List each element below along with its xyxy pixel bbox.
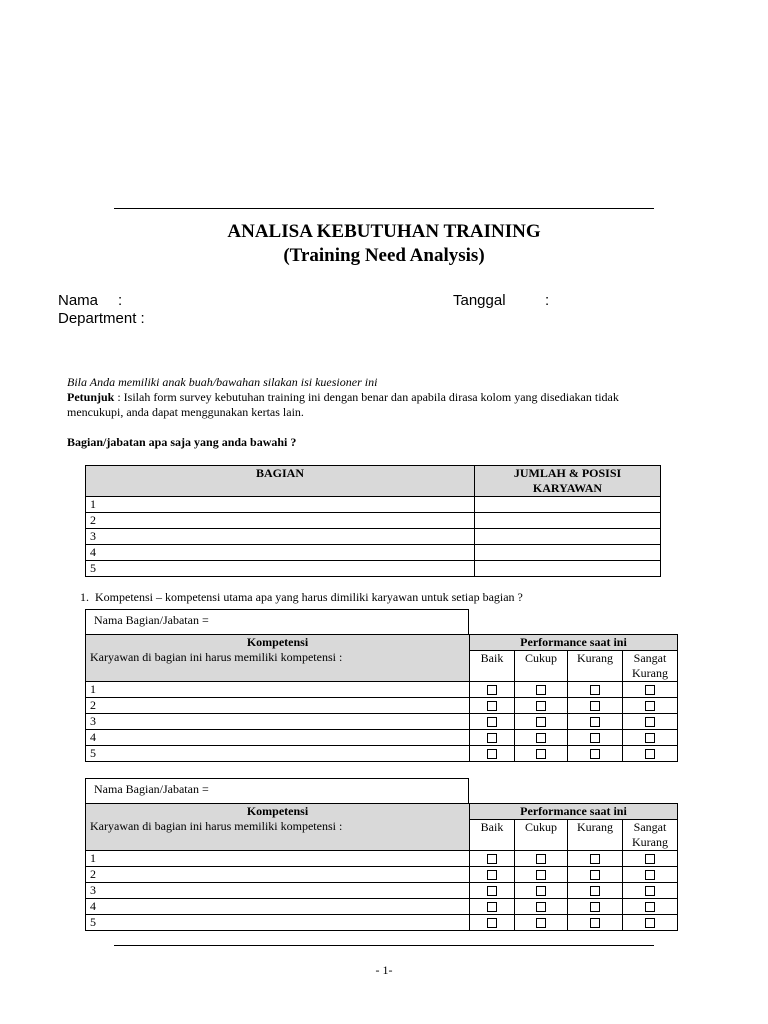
nama-bagian-field-1[interactable]: Nama Bagian/Jabatan = bbox=[85, 609, 469, 635]
petunjuk-text: : Isilah form survey kebutuhan training ini dengan benar dan apabila dirasa kolom yang disediakan tidak mencukupi, anda dapat menggunakan kertas lain. bbox=[67, 390, 619, 419]
checkbox[interactable] bbox=[590, 717, 600, 727]
table-row: 4 bbox=[86, 730, 678, 746]
tanggal-label: Tanggal bbox=[453, 292, 506, 309]
bottom-rule bbox=[114, 945, 654, 946]
tanggal-colon: : bbox=[545, 292, 550, 309]
table-row: 1 bbox=[86, 682, 678, 698]
checkbox[interactable] bbox=[590, 733, 600, 743]
checkbox[interactable] bbox=[645, 854, 655, 864]
jumlah-cell[interactable] bbox=[475, 545, 661, 561]
page-title: ANALISA KEBUTUHAN TRAINING bbox=[227, 221, 541, 242]
level-sangat-kurang: Sangat Kurang bbox=[623, 651, 678, 682]
level-baik: Baik bbox=[470, 820, 515, 851]
checkbox[interactable] bbox=[645, 717, 655, 727]
kompetensi-table-2 bbox=[85, 803, 678, 931]
checkbox[interactable] bbox=[590, 886, 600, 896]
bagian-table bbox=[85, 465, 661, 577]
table-row: 3 bbox=[86, 883, 678, 899]
table-row: 1 bbox=[86, 851, 678, 867]
checkbox[interactable] bbox=[590, 685, 600, 695]
jumlah-cell[interactable] bbox=[475, 561, 661, 577]
table-row: 4 bbox=[86, 545, 661, 561]
top-rule bbox=[114, 208, 654, 209]
checkbox[interactable] bbox=[645, 749, 655, 759]
checkbox[interactable] bbox=[487, 685, 497, 695]
checkbox[interactable] bbox=[645, 902, 655, 912]
checkbox[interactable] bbox=[536, 685, 546, 695]
kompetensi-table-1 bbox=[85, 634, 678, 762]
checkbox[interactable] bbox=[645, 701, 655, 711]
checkbox[interactable] bbox=[590, 870, 600, 880]
checkbox[interactable] bbox=[645, 733, 655, 743]
checkbox[interactable] bbox=[590, 701, 600, 711]
nama-label: Nama bbox=[58, 292, 99, 309]
checkbox[interactable] bbox=[487, 918, 497, 928]
checkbox[interactable] bbox=[590, 902, 600, 912]
checkbox[interactable] bbox=[645, 886, 655, 896]
checkbox[interactable] bbox=[536, 749, 546, 759]
checkbox[interactable] bbox=[536, 886, 546, 896]
checkbox[interactable] bbox=[536, 918, 546, 928]
table-row: 4 bbox=[86, 899, 678, 915]
table-row: 2 bbox=[86, 513, 661, 529]
petunjuk-label: Petunjuk bbox=[67, 390, 115, 404]
kompetensi-header-cell: Kompetensi Karyawan di bagian ini harus memiliki kompetensi : bbox=[86, 635, 470, 682]
intro-note: Bila Anda memiliki anak buah/bawahan silakan isi kuesioner ini bbox=[67, 375, 378, 389]
checkbox[interactable] bbox=[536, 717, 546, 727]
checkbox[interactable] bbox=[487, 733, 497, 743]
checkbox[interactable] bbox=[590, 854, 600, 864]
checkbox[interactable] bbox=[487, 717, 497, 727]
petunjuk-paragraph bbox=[67, 390, 667, 420]
checkbox[interactable] bbox=[645, 918, 655, 928]
jumlah-cell[interactable] bbox=[475, 513, 661, 529]
table-row: 5 bbox=[86, 915, 678, 931]
checkbox[interactable] bbox=[487, 701, 497, 711]
level-kurang: Kurang bbox=[568, 651, 623, 682]
page-subtitle: (Training Need Analysis) bbox=[283, 245, 485, 266]
level-cukup: Cukup bbox=[515, 820, 568, 851]
level-sangat-kurang: Sangat Kurang bbox=[623, 820, 678, 851]
checkbox[interactable] bbox=[487, 870, 497, 880]
kompetensi-header-cell: Kompetensi Karyawan di bagian ini harus memiliki kompetensi : bbox=[86, 804, 470, 851]
checkbox[interactable] bbox=[590, 749, 600, 759]
table-row: 3 bbox=[86, 714, 678, 730]
col-jumlah: JUMLAH & POSISI KARYAWAN bbox=[475, 466, 661, 497]
checkbox[interactable] bbox=[536, 854, 546, 864]
table-row: 5 bbox=[86, 561, 661, 577]
jumlah-cell[interactable] bbox=[475, 497, 661, 513]
col-bagian: BAGIAN bbox=[86, 466, 475, 497]
checkbox[interactable] bbox=[536, 733, 546, 743]
section2-question: 1. Kompetensi – kompetensi utama apa yang harus dimiliki karyawan untuk setiap bagian ? bbox=[80, 590, 523, 604]
table-row: 1 bbox=[86, 497, 661, 513]
checkbox[interactable] bbox=[536, 902, 546, 912]
performance-header: Performance saat ini bbox=[470, 635, 678, 651]
checkbox[interactable] bbox=[487, 902, 497, 912]
checkbox[interactable] bbox=[487, 886, 497, 896]
checkbox[interactable] bbox=[487, 749, 497, 759]
nama-bagian-field-2[interactable]: Nama Bagian/Jabatan = bbox=[85, 778, 469, 804]
table-row: 2 bbox=[86, 867, 678, 883]
page-number: - 1- bbox=[375, 963, 393, 977]
level-baik: Baik bbox=[470, 651, 515, 682]
checkbox[interactable] bbox=[487, 854, 497, 864]
level-cukup: Cukup bbox=[515, 651, 568, 682]
checkbox[interactable] bbox=[536, 701, 546, 711]
level-kurang: Kurang bbox=[568, 820, 623, 851]
table-row: 2 bbox=[86, 698, 678, 714]
checkbox[interactable] bbox=[590, 918, 600, 928]
checkbox[interactable] bbox=[645, 685, 655, 695]
performance-header: Performance saat ini bbox=[470, 804, 678, 820]
checkbox[interactable] bbox=[536, 870, 546, 880]
jumlah-cell[interactable] bbox=[475, 529, 661, 545]
department-label: Department : bbox=[58, 310, 145, 327]
table-row: 3 bbox=[86, 529, 661, 545]
section1-question: Bagian/jabatan apa saja yang anda bawahi ? bbox=[67, 435, 297, 449]
nama-colon: : bbox=[118, 292, 123, 309]
table-row: 5 bbox=[86, 746, 678, 762]
checkbox[interactable] bbox=[645, 870, 655, 880]
